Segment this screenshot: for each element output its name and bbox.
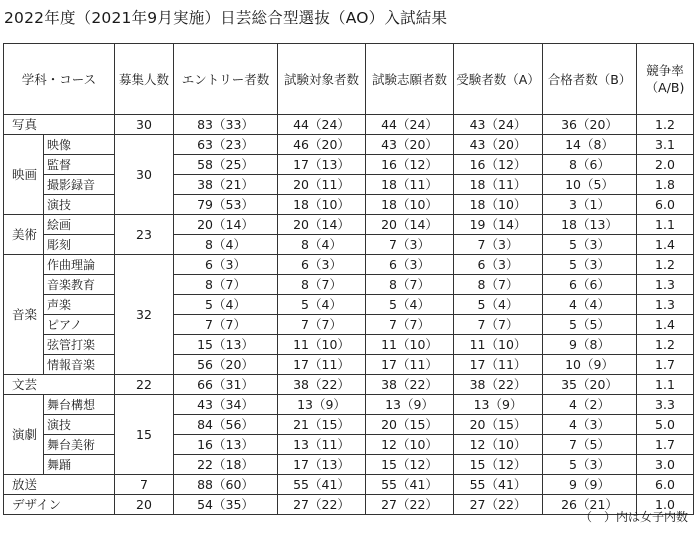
entry-cell: 56（20） [174,355,278,375]
entry-cell: 5（4） [174,295,278,315]
entry-cell: 8（4） [174,235,278,255]
examinees-cell: 11（10） [454,335,543,355]
course-name: 演技 [44,195,115,215]
examinees-cell: 55（41） [454,475,543,495]
examinees-cell: 38（22） [454,375,543,395]
applicants-cell: 27（22） [366,495,454,515]
passed-cell: 6（6） [543,275,637,295]
ratio-cell: 1.0 [637,495,694,515]
table-row [4,415,694,435]
applicants-cell: 7（3） [366,235,454,255]
header-ratio-formula: （A/B) [645,80,685,95]
table-row [4,235,694,255]
target-cell: 13（11） [278,435,366,455]
ratio-cell: 1.3 [637,275,694,295]
ratio-cell: 1.7 [637,355,694,375]
table-row [4,455,694,475]
ratio-cell: 3.3 [637,395,694,415]
table-row [4,355,694,375]
target-cell: 8（7） [278,275,366,295]
quota-cell: 22 [115,375,174,395]
table-row [4,475,694,495]
entry-cell: 6（3） [174,255,278,275]
table-body [4,115,694,515]
entry-cell: 84（56） [174,415,278,435]
target-cell: 18（10） [278,195,366,215]
passed-cell: 4（4） [543,295,637,315]
table-row [4,295,694,315]
entry-cell: 58（25） [174,155,278,175]
quota-cell: 15 [115,395,174,475]
ratio-cell: 1.2 [637,335,694,355]
quota-cell: 7 [115,475,174,495]
course-name: 弦管打楽 [44,335,115,355]
header-row [4,44,694,115]
entry-cell: 66（31） [174,375,278,395]
header-applicants: 試験志願者数 [366,44,454,115]
examinees-cell: 13（9） [454,395,543,415]
ratio-cell: 2.0 [637,155,694,175]
course-name: 絵画 [44,215,115,235]
department-name: 演劇 [4,395,44,475]
applicants-cell: 5（4） [366,295,454,315]
table-row [4,315,694,335]
course-name: 映像 [44,135,115,155]
ratio-cell: 1.4 [637,315,694,335]
applicants-cell: 13（9） [366,395,454,415]
applicants-cell: 18（11） [366,175,454,195]
target-cell: 20（14） [278,215,366,235]
table-row [4,435,694,455]
target-cell: 5（4） [278,295,366,315]
course-name: 舞踊 [44,455,115,475]
passed-cell: 3（1） [543,195,637,215]
ratio-cell: 3.0 [637,455,694,475]
entry-cell: 54（35） [174,495,278,515]
examinees-cell: 7（3） [454,235,543,255]
entry-cell: 83（33） [174,115,278,135]
department-name: 音楽 [4,255,44,375]
applicants-cell: 15（12） [366,455,454,475]
course-name: ピアノ [44,315,115,335]
department-name: 文芸 [4,375,115,395]
target-cell: 17（13） [278,455,366,475]
examinees-cell: 19（14） [454,215,543,235]
target-cell: 8（4） [278,235,366,255]
course-name: 彫刻 [44,235,115,255]
ratio-cell: 1.4 [637,235,694,255]
applicants-cell: 17（11） [366,355,454,375]
entry-cell: 8（7） [174,275,278,295]
table-row [4,195,694,215]
applicants-cell: 38（22） [366,375,454,395]
results-table [3,43,694,515]
table-row [4,255,694,275]
department-name: 放送 [4,475,115,495]
target-cell: 21（15） [278,415,366,435]
ratio-cell: 1.7 [637,435,694,455]
table-row [4,275,694,295]
page-title: 2022年度（2021年9月実施）日芸総合型選抜（AO）入試結果 [4,9,448,27]
ratio-cell: 6.0 [637,195,694,215]
table-row [4,215,694,235]
examinees-cell: 5（4） [454,295,543,315]
target-cell: 17（13） [278,155,366,175]
passed-cell: 5（3） [543,255,637,275]
applicants-cell: 55（41） [366,475,454,495]
ratio-cell: 1.2 [637,115,694,135]
examinees-cell: 17（11） [454,355,543,375]
quota-cell: 30 [115,115,174,135]
examinees-cell: 18（10） [454,195,543,215]
passed-cell: 5（5） [543,315,637,335]
passed-cell: 35（20） [543,375,637,395]
passed-cell: 4（3） [543,415,637,435]
course-name: 舞台美術 [44,435,115,455]
course-name: 演技 [44,415,115,435]
course-name: 声楽 [44,295,115,315]
table-row [4,395,694,415]
examinees-cell: 15（12） [454,455,543,475]
passed-cell: 36（20） [543,115,637,135]
header-examinees: 受験者数（A） [454,44,543,115]
passed-cell: 5（3） [543,455,637,475]
target-cell: 46（20） [278,135,366,155]
entry-cell: 38（21） [174,175,278,195]
ratio-cell: 1.1 [637,215,694,235]
target-cell: 11（10） [278,335,366,355]
quota-cell: 32 [115,255,174,375]
entry-cell: 15（13） [174,335,278,355]
applicants-cell: 6（3） [366,255,454,275]
header-ratio [637,44,694,115]
course-name: 監督 [44,155,115,175]
target-cell: 17（11） [278,355,366,375]
ratio-cell: 1.3 [637,295,694,315]
table-row [4,335,694,355]
examinees-cell: 8（7） [454,275,543,295]
course-name: 舞台構想 [44,395,115,415]
quota-cell: 30 [115,135,174,215]
entry-cell: 88（60） [174,475,278,495]
table-row [4,175,694,195]
applicants-cell: 7（7） [366,315,454,335]
target-cell: 6（3） [278,255,366,275]
examinees-cell: 12（10） [454,435,543,455]
target-cell: 20（11） [278,175,366,195]
ratio-cell: 5.0 [637,415,694,435]
applicants-cell: 11（10） [366,335,454,355]
department-name: 写真 [4,115,115,135]
examinees-cell: 16（12） [454,155,543,175]
table-row [4,155,694,175]
passed-cell: 26（21） [543,495,637,515]
target-cell: 7（7） [278,315,366,335]
ratio-cell: 6.0 [637,475,694,495]
target-cell: 13（9） [278,395,366,415]
entry-cell: 22（18） [174,455,278,475]
ratio-cell: 1.2 [637,255,694,275]
table-row [4,375,694,395]
applicants-cell: 44（24） [366,115,454,135]
applicants-cell: 18（10） [366,195,454,215]
quota-cell: 20 [115,495,174,515]
entry-cell: 79（53） [174,195,278,215]
passed-cell: 10（9） [543,355,637,375]
quota-cell: 23 [115,215,174,255]
header-ratio-label: 競争率 [646,63,684,78]
target-cell: 55（41） [278,475,366,495]
examinees-cell: 27（22） [454,495,543,515]
target-cell: 38（22） [278,375,366,395]
passed-cell: 8（6） [543,155,637,175]
entry-cell: 43（34） [174,395,278,415]
table-row [4,115,694,135]
passed-cell: 18（13） [543,215,637,235]
applicants-cell: 8（7） [366,275,454,295]
passed-cell: 9（8） [543,335,637,355]
course-name: 作曲理論 [44,255,115,275]
applicants-cell: 16（12） [366,155,454,175]
header-passed: 合格者数（B） [543,44,637,115]
course-name: 撮影録音 [44,175,115,195]
course-name: 情報音楽 [44,355,115,375]
ratio-cell: 1.1 [637,375,694,395]
passed-cell: 5（3） [543,235,637,255]
applicants-cell: 43（20） [366,135,454,155]
ratio-cell: 1.8 [637,175,694,195]
entry-cell: 63（23） [174,135,278,155]
ratio-cell: 3.1 [637,135,694,155]
passed-cell: 9（9） [543,475,637,495]
department-name: 映画 [4,135,44,215]
examinees-cell: 6（3） [454,255,543,275]
department-name: デザイン [4,495,115,515]
header-entry: エントリー者数 [174,44,278,115]
course-name: 音楽教育 [44,275,115,295]
examinees-cell: 7（7） [454,315,543,335]
examinees-cell: 43（24） [454,115,543,135]
applicants-cell: 20（15） [366,415,454,435]
passed-cell: 14（8） [543,135,637,155]
header-quota: 募集人数 [115,44,174,115]
examinees-cell: 18（11） [454,175,543,195]
target-cell: 27（22） [278,495,366,515]
examinees-cell: 20（15） [454,415,543,435]
passed-cell: 4（2） [543,395,637,415]
entry-cell: 7（7） [174,315,278,335]
applicants-cell: 12（10） [366,435,454,455]
applicants-cell: 20（14） [366,215,454,235]
header-dept-course: 学科・コース [4,44,115,115]
entry-cell: 16（13） [174,435,278,455]
passed-cell: 7（5） [543,435,637,455]
table-row [4,135,694,155]
passed-cell: 10（5） [543,175,637,195]
department-name: 美術 [4,215,44,255]
target-cell: 44（24） [278,115,366,135]
footnote: （ ）内は女子内数 [579,510,688,524]
header-target: 試験対象者数 [278,44,366,115]
entry-cell: 20（14） [174,215,278,235]
examinees-cell: 43（20） [454,135,543,155]
